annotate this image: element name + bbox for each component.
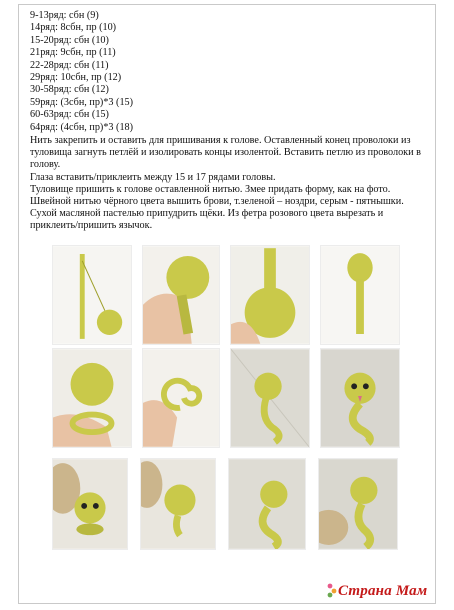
- row-line: 59ряд: (3сбн, пр)*3 (15): [30, 96, 134, 108]
- photo-spiral-body: [142, 348, 220, 448]
- row-line: 29ряд: 10сбн, пр (12): [30, 72, 122, 84]
- row-line: 60-63ряд: сбн (15): [30, 109, 109, 121]
- instructions: [30, 135, 422, 233]
- photo-head-coil: [52, 348, 132, 448]
- row-line: 64ряд: (4сбн, пр)*3 (18): [30, 121, 134, 133]
- row-line: 15-20ряд: сбн (10): [30, 34, 109, 46]
- photo-snake-wire: [230, 348, 310, 448]
- row-line: 14ряд: 8сбн, пр (10): [30, 22, 117, 34]
- pattern-rows: [30, 10, 133, 134]
- row-line: 9-13ряд: сбн (9): [30, 10, 99, 21]
- photo-body-attached: [230, 245, 310, 345]
- watermark-logo-icon: [326, 582, 338, 598]
- photo-head-side: [140, 458, 216, 550]
- photo-hand-head: [142, 245, 220, 345]
- photo-upright: [320, 245, 400, 345]
- photo-head-eyes: [52, 458, 128, 550]
- photo-snake-face: [320, 348, 400, 448]
- instruction-paragraph: Нить закрепить и оставить для пришивания к голове. Оставленный конец проволоки из туловища загнуть петлёй и изолировать концы изолентой. Вставить петлю из проволоки в голову.: [30, 135, 421, 171]
- row-line: 22-28ряд: сбн (11): [30, 59, 109, 71]
- photo-snake-profile: [228, 458, 306, 550]
- photo-snake-back: [318, 458, 398, 550]
- photo-wire-ball: [52, 245, 132, 345]
- watermark-text: Страна Мам: [338, 583, 428, 599]
- row-line: 21ряд: 9сбн, пр (11): [30, 47, 116, 59]
- instruction-paragraph: Глаза вставить/приклеить между 15 и 17 рядами головы.: [30, 171, 276, 183]
- instruction-paragraph: Туловище пришить к голове оставленной нитью. Змее придать форму, как на фото. Швейной нитью чёрного цвета вышить брови, т.зеленой – ноздри, серым - пятнышки. Сухой масляной пастелью припудрить щёки. Из фетра розового цвета вырезать и приклеить/пришить язычок.: [30, 183, 404, 232]
- row-line: 30-58ряд: сбн (12): [30, 84, 109, 96]
